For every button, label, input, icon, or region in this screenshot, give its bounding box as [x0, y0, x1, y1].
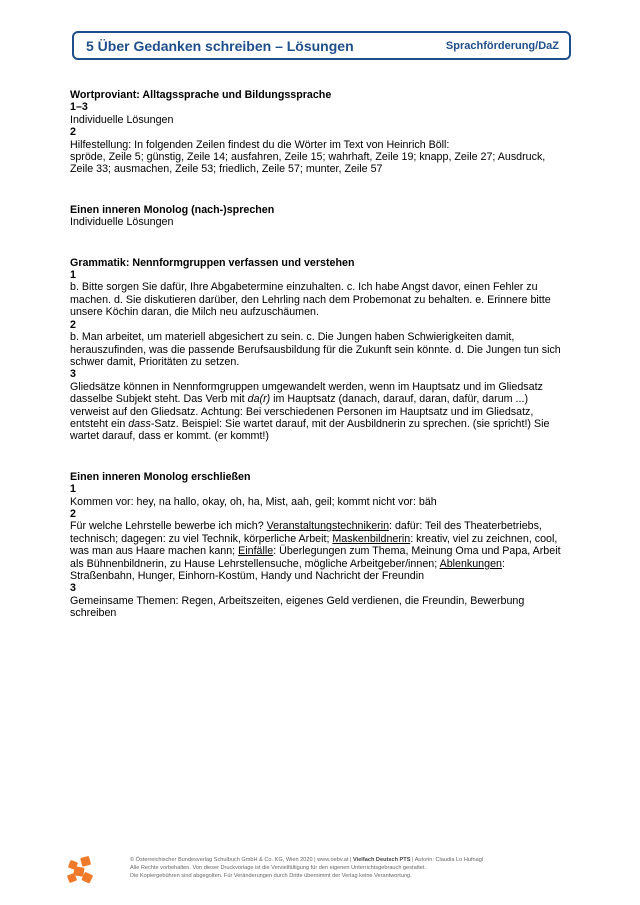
section-wortproviant — [70, 89, 570, 176]
task-answer: Individuelle Lösungen — [70, 113, 174, 126]
section-grammatik — [70, 257, 570, 443]
answer-underlined: Veranstaltungstechnikerin — [266, 520, 390, 533]
answer-italic: dass — [128, 417, 151, 430]
task-number: 3 — [70, 582, 76, 595]
author-text: | Autorin: Claudia Lo Hufnagl — [410, 857, 484, 863]
copyright-text: © Österreichischer Bundesverlag Schulbuch GmbH & Co. KG, Wien 2020 | www.oebv.at | — [130, 857, 354, 863]
copyright-notice — [130, 856, 590, 880]
section-monolog-erschliessen — [70, 471, 570, 620]
section-title: Grammatik: Nennformgruppen verfassen und verstehen — [70, 256, 355, 269]
page-title: 5 Über Gedanken schreiben – Lösungen — [86, 37, 354, 54]
task-answer: b. Bitte sorgen Sie dafür, Ihre Abgabetermine einzuhalten. c. Ich habe Angst davor, einen Fehler zu machen. d. Sie diskutieren darüber, den Lehrling nach dem Probemonat zu behalten. e. Erinnere bitte unsere Köchin daran, die Milch neu aufzuschäumen. — [70, 281, 551, 319]
copyright-line — [130, 856, 590, 864]
book-title: Vielfach Deutsch PTS — [353, 857, 411, 863]
task-number: 2 — [70, 507, 76, 520]
task-number: 2 — [70, 126, 76, 139]
answer-text: Gliedsätze können in Nennformgruppen umgewandelt werden, wenn im Hauptsatz und im Gliedsatz dasselbe Subjekt steht. Das Verb mit — [70, 380, 543, 406]
rights-line: Alle Rechte vorbehalten. Von dieser Druckvorlage ist die Vervielfältigung für den eigenen Unterrichtsgebrauch gestattet. — [130, 865, 427, 871]
task-number: 2 — [70, 318, 76, 331]
task-answer: Individuelle Lösungen — [70, 216, 174, 229]
answer-underlined: Maskenbildnerin — [332, 532, 411, 545]
page-footer — [66, 855, 586, 885]
section-monolog-sprechen — [70, 204, 570, 229]
answer-text: im Hauptsatz (danach, darauf, daran, dafür, darum ...) verweist auf den Gliedsatz. Achtung: Bei verschiedenen Personen im Hauptsatz und im Gliedsatz, entsteht ein — [70, 393, 534, 430]
answer-text: : kreativ, viel zu zeichnen, cool, was man aus Haare machen kann; — [70, 532, 558, 558]
liability-line: Die Kopiergebühren sind abgegolten. Für Veränderungen durch Dritte übernimmt der Verlag keine Verantwortung. — [130, 873, 412, 879]
answer-text: : dafür: Teil des Theaterbetriebs, technisch; dagegen: zu viel Technik, körperliche Arbeit; — [70, 520, 542, 545]
task-number: 1 — [70, 483, 76, 496]
document-body — [70, 89, 570, 648]
answer-underlined: Einfälle — [238, 545, 274, 558]
task-answer: Gemeinsame Themen: Regen, Arbeitszeiten, eigenes Geld verdienen, die Freundin, Bewerbung schreiben — [70, 594, 525, 620]
task-answer — [70, 520, 570, 582]
task-number: 1–3 — [70, 101, 88, 114]
page-header — [72, 31, 571, 60]
task-answer: b. Man arbeitet, um materiell abgesichert zu sein. c. Die Jungen haben Schwierigkeiten damit, herauszufinden, was die passende Berufsausbildung für die Zukunft sein könnte. d. Die Jungen tun sich schwer damit, Prioritäten zu setzen. — [70, 331, 561, 368]
section-title: Einen inneren Monolog erschließen — [70, 470, 251, 483]
task-number: 1 — [70, 269, 76, 282]
task-number: 3 — [70, 368, 76, 381]
answer-text: : Straßenbahn, Hunger, Einhorn-Kostüm, Handy und Nachricht der Freundin — [70, 557, 505, 582]
answer-text: Für welche Lehrstelle bewerbe ich mich? — [70, 520, 267, 533]
answer-text: -Satz. Beispiel: Sie wartet darauf, mit der Ausbildnerin zu sprechen. (sie spricht!) Sie wartet darauf, dass er kommt. (er kommt!) — [70, 417, 550, 443]
task-answer: spröde, Zeile 5; günstig, Zeile 14; ausfahren, Zeile 15; wahrhaft, Zeile 19; knapp, Zeile 27; Ausdruck, Zeile 33; ausmachen, Zeile 53; friedlich, Zeile 57; munter, Zeile 57 — [70, 151, 546, 176]
task-answer — [70, 381, 570, 443]
answer-text: : Überlegungen zum Thema, Meinung Oma und Papa, Arbeit als Bühnenbildnerin, zu Hause Lehrstellensuche, mögliche Arbeitgeber/innen; — [70, 545, 561, 570]
answer-underlined: Ablenkungen — [439, 557, 502, 570]
section-title: Wortproviant: Alltagssprache und Bildungssprache — [70, 89, 332, 101]
task-answer: Kommen vor: hey, na hallo, okay, oh, ha, Mist, aah, geil; kommt nicht vor: bäh — [70, 495, 437, 508]
subject-tag: Sprachförderung/DaZ — [445, 39, 559, 52]
answer-italic: da(r) — [247, 393, 271, 406]
section-title: Einen inneren Monolog (nach-)sprechen — [70, 203, 275, 216]
publisher-logo-icon — [66, 855, 96, 885]
task-answer: Hilfestellung: In folgenden Zeilen findest du die Wörter im Text von Heinrich Böll: — [70, 138, 450, 151]
